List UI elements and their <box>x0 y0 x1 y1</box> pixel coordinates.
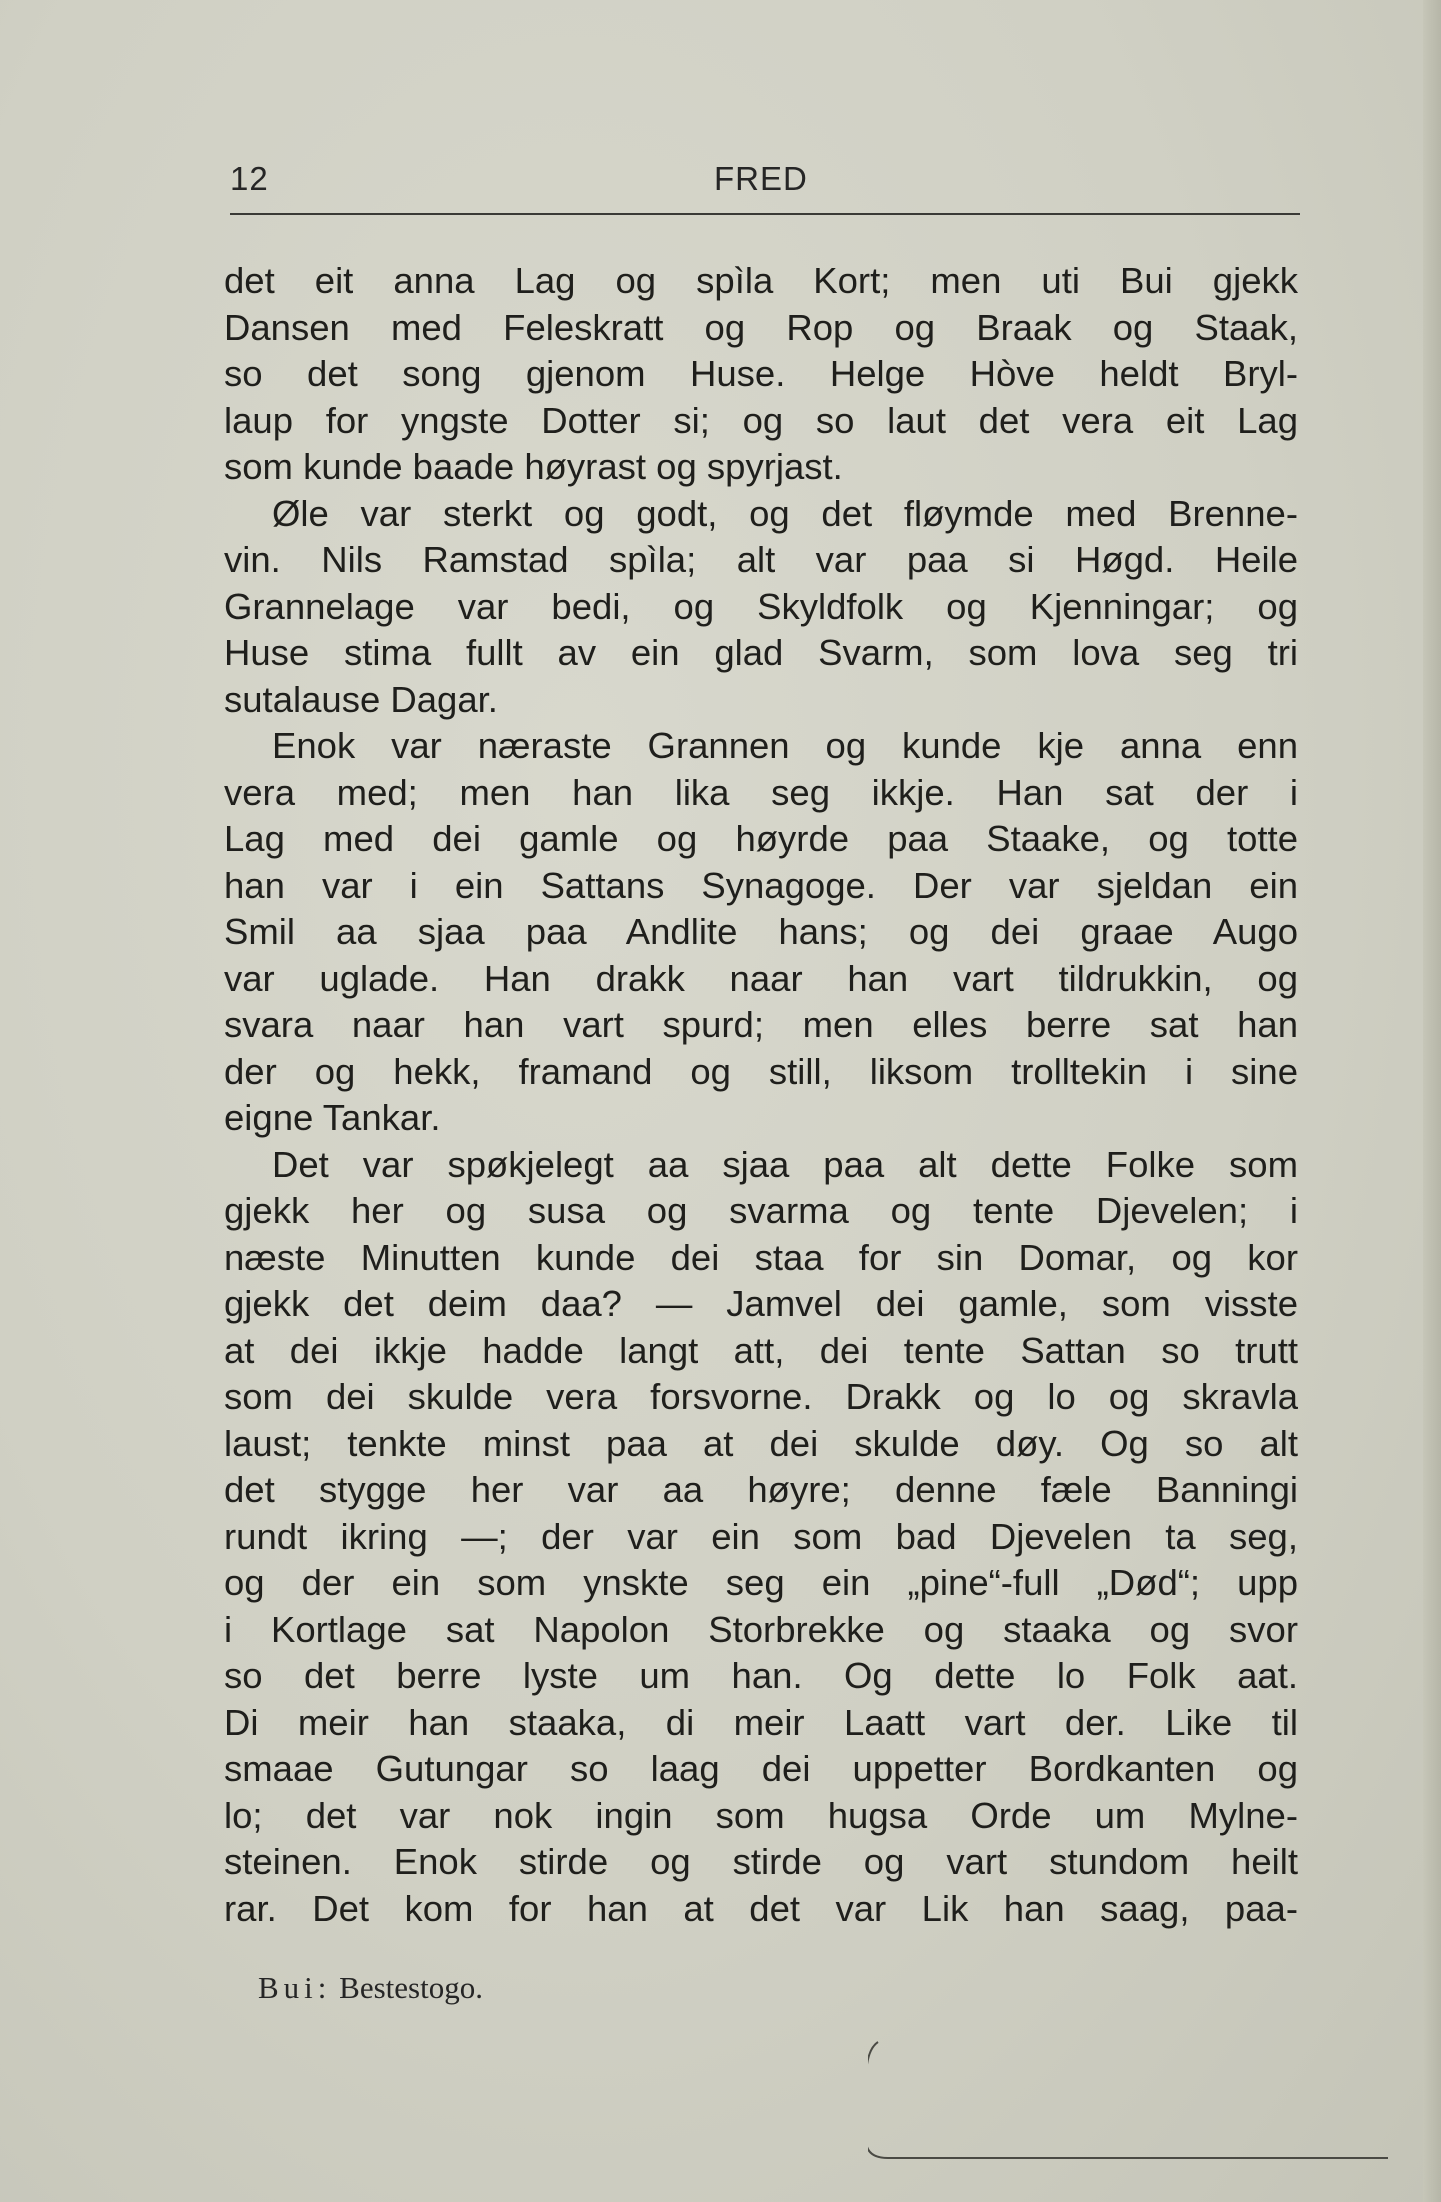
text-line: det eit anna Lag og spìla Kort; men uti Bui gjekk <box>224 260 1298 301</box>
text-line: gjekk her og susa og svarma og tente Djevelen; i <box>224 1190 1298 1231</box>
text-line: Dansen med Feleskratt og Rop og Braak og Staak, <box>224 306 1298 348</box>
body-text <box>224 258 1298 1932</box>
text-line: rar. Det kom for han at det var Lik han saag, paa- <box>224 1887 1298 1929</box>
text-line: det stygge her var aa høyre; denne fæle Banningi <box>224 1469 1298 1510</box>
text-line: smaae Gutungar so laag dei uppetter Bordkanten og <box>224 1748 1298 1789</box>
footnote-label: Bui: <box>258 1970 332 2005</box>
text-line: steinen. Enok stirde og stirde og vart stundom heilt <box>224 1841 1298 1882</box>
text-line: laup for yngste Dotter si; og so laut det vera eit Lag <box>224 399 1298 441</box>
text-line: so det song gjenom Huse. Helge Hòve heldt Bryl- <box>224 353 1298 394</box>
text-line: Smil aa sjaa paa Andlite hans; og dei graae Augo <box>224 911 1298 952</box>
text-line: Grannelage var bedi, og Skyldfolk og Kjenningar; og <box>224 585 1298 627</box>
text-line: som dei skulde vera forsvorne. Drakk og lo og skravla <box>224 1376 1298 1417</box>
text-line: vin. Nils Ramstad spìla; alt var paa si Høgd. Heile <box>224 539 1298 580</box>
text-line: eigne Tankar. <box>224 1097 441 1138</box>
text-line: gjekk det deim daa? — Jamvel dei gamle, som visste <box>224 1283 1298 1324</box>
text-line: rundt ikring —; der var ein som bad Djevelen ta seg, <box>224 1515 1298 1557</box>
text-line: vera med; men han lika seg ikkje. Han sat der i <box>224 771 1298 813</box>
text-line: som kunde baade høyrast og spyrjast. <box>224 446 843 487</box>
library-stamp-outline <box>868 2040 1388 2160</box>
text-line: svara naar han vart spurd; men elles berre sat han <box>224 1004 1298 1045</box>
text-line: Enok var næraste Grannen og kunde kje anna enn <box>272 725 1298 766</box>
page-number: 12 <box>230 160 269 197</box>
page-header <box>230 160 1298 208</box>
header-rule <box>230 213 1300 215</box>
running-title: FRED <box>714 160 808 197</box>
text-line: so det berre lyste um han. Og dette lo Folk aat. <box>224 1655 1298 1696</box>
text-line: Øle var sterkt og godt, og det fløymde med Brenne- <box>272 492 1298 534</box>
text-line: Det var spøkjelegt aa sjaa paa alt dette Folke som <box>272 1143 1298 1185</box>
text-line: der og hekk, framand og still, liksom trolltekin i sine <box>224 1050 1298 1092</box>
text-line: Lag med dei gamle og høyrde paa Staake, og totte <box>224 818 1298 859</box>
text-line: og der ein som ynskte seg ein „pine“-full „Død“; upp <box>224 1562 1298 1603</box>
footnote <box>258 1970 483 2006</box>
footnote-text: Bestestogo. <box>339 1970 483 2005</box>
text-line: næste Minutten kunde dei staa for sin Domar, og kor <box>224 1236 1298 1278</box>
text-line: lo; det var nok ingin som hugsa Orde um Mylne- <box>224 1794 1298 1836</box>
text-line: sutalause Dagar. <box>224 678 498 720</box>
text-line: at dei ikkje hadde langt att, dei tente Sattan so trutt <box>224 1329 1298 1371</box>
text-line: i Kortlage sat Napolon Storbrekke og staaka og svor <box>224 1608 1298 1650</box>
text-line: Huse stima fullt av ein glad Svarm, som lova seg tri <box>224 632 1298 673</box>
text-line: var uglade. Han drakk naar han vart tildrukkin, og <box>224 957 1298 999</box>
text-line: laust; tenkte minst paa at dei skulde døy. Og so alt <box>224 1422 1298 1464</box>
text-line: han var i ein Sattans Synagoge. Der var sjeldan ein <box>224 864 1298 906</box>
page-edge-shadow <box>1423 0 1441 2202</box>
text-line: Di meir han staaka, di meir Laatt vart der. Like til <box>224 1701 1298 1743</box>
